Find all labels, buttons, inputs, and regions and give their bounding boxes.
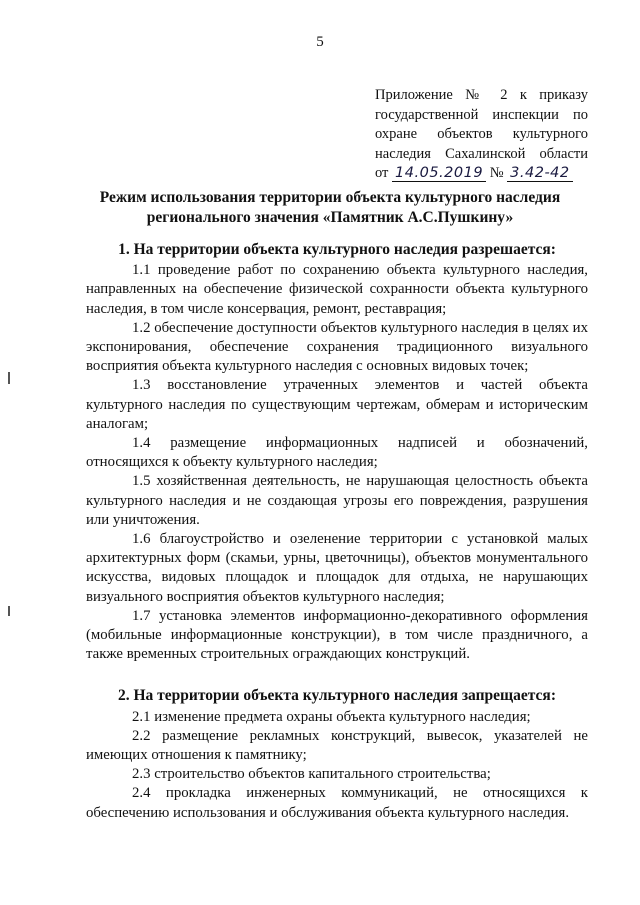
title-line-1: Режим использования территории объекта культурного наследия — [99, 189, 561, 206]
list-item: 2.4 прокладка инженерных коммуникаций, не относящихся к обеспечению использования и обслуживания объекта культурного наследия. — [86, 785, 588, 821]
order-date: 14.05.2019 — [392, 165, 486, 182]
list-item: 1.4 размещение информационных надписей и обозначений, относящихся к объекту культурного наследия; — [86, 435, 588, 471]
appendix-line: охране объектов культурного — [375, 126, 588, 142]
appendix-date-line — [375, 164, 588, 184]
section-heading: 2. На территории объекта культурного наследия запрещается: — [118, 687, 556, 705]
document-title — [70, 188, 590, 228]
scan-margin-mark — [8, 372, 10, 384]
list-item: 1.3 восстановление утраченных элементов и частей объекта культурного наследия по существующим чертежам, обмерам и историческим аналогам; — [86, 377, 588, 432]
section-heading: 1. На территории объекта культурного наследия разрешается: — [118, 241, 556, 258]
list-item: 1.2 обеспечение доступности объектов культурного наследия в целях их экспонирования, обеспечение сохранения традиционного визуального восприятия объекта культурного наследия с основных видовых точек; — [86, 319, 588, 375]
page-number: 5 — [316, 34, 324, 50]
list-item: 1.7 установка элементов информационно-декоративного оформления (мобильные информационные конструкции), в том числе праздничного, а также временных строительных ограждающих конструкций. — [86, 607, 588, 663]
list-item: 2.2 размещение рекламных конструкций, вывесок, указателей не имеющих отношения к памятнику; — [86, 727, 588, 764]
list-item: 1.6 благоустройство и озеленение территории с установкой малых архитектурных форм (скамьи, урны, цветочницы), объектов монументального искусства, видовых площадок и площадок для отдыха, не нарушающих визуального восприятия объектов культурного наследия; — [86, 531, 588, 605]
date-prefix: от — [375, 165, 389, 181]
appendix-line: Приложение № 2 к приказу — [375, 87, 588, 103]
document-body — [86, 240, 588, 823]
scan-margin-mark — [8, 606, 10, 616]
section-permitted — [86, 240, 588, 664]
order-number: 3.42-42 — [507, 165, 572, 182]
appendix-line: государственной инспекции по — [375, 106, 588, 123]
list-item: 1.1 проведение работ по сохранению объекта культурного наследия, направленных на обеспечение физической сохранности объекта культурного наследия, в том числе консервация, ремонт, реставрация; — [86, 262, 588, 317]
appendix-line: наследия Сахалинской области — [375, 145, 588, 162]
appendix-block — [375, 86, 588, 184]
section-prohibited — [86, 686, 588, 822]
list-item: 1.5 хозяйственная деятельность, не нарушающая целостность объекта культурного наследия и не создающая угрозы его повреждения, разрушения или уничтожения. — [86, 473, 588, 528]
list-item: 2.1 изменение предмета охраны объекта культурного наследия; — [132, 708, 531, 725]
title-line-2: регионального значения «Памятник А.С.Пушкину» — [146, 209, 514, 226]
list-item: 2.3 строительство объектов капитального строительства; — [132, 766, 491, 783]
number-prefix: № — [489, 165, 504, 181]
